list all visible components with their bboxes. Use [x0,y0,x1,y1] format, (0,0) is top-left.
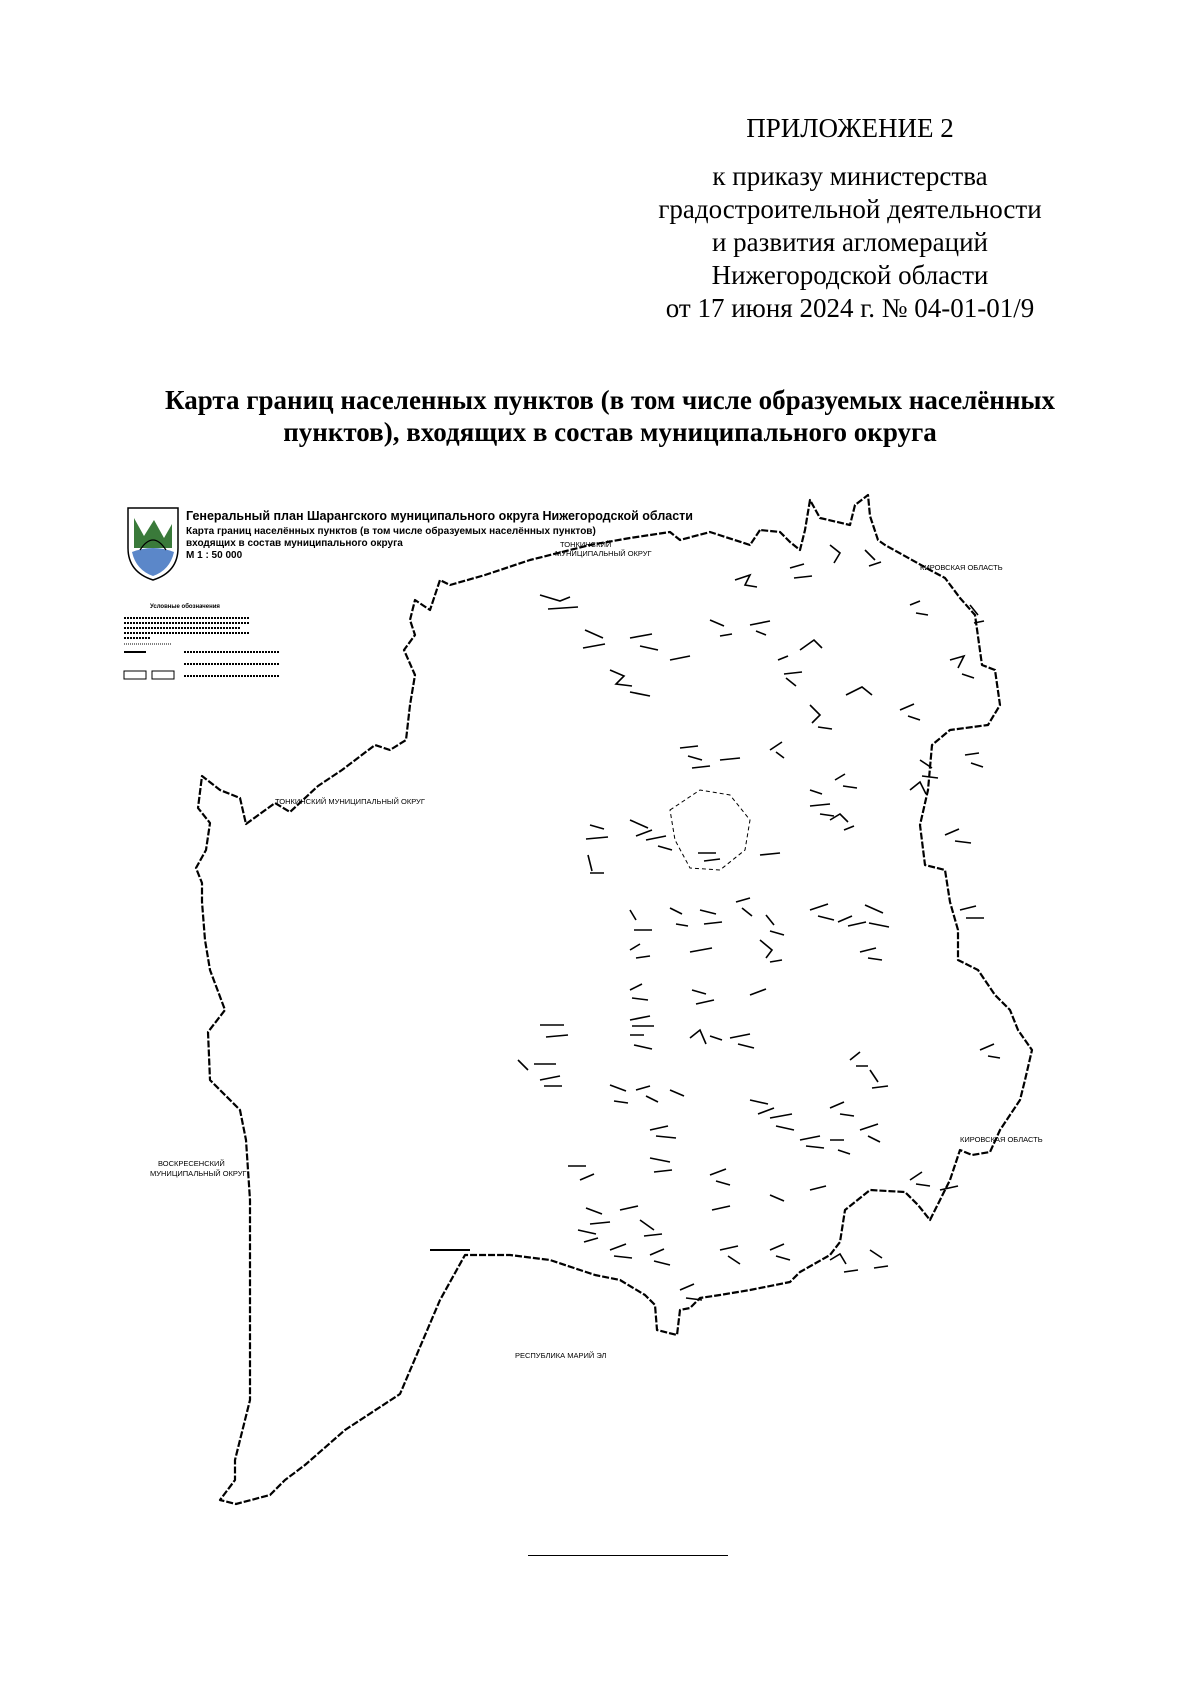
legend-title: Условные обозначения [150,604,220,610]
appendix-date-number: от 17 июня 2024 г. № 04-01-01/9 [665,293,1035,323]
appendix-line: Нижегородской области [711,260,989,290]
neighbor-label-voskresenskoe: МУНИЦИПАЛЬНЫЙ ОКРУГ [150,1169,247,1178]
map-subtitle: входящих в состав муниципального округа [186,538,403,549]
appendix-line: и развития агломераций [711,227,988,257]
neighbor-label-tonkino: ТОНКИНСКИЙ [560,540,612,549]
map-legend [124,603,280,679]
neighbor-label-voskresenskoe: ВОСКРЕСЕНСКИЙ [158,1159,225,1168]
neighbor-label-kirov: КИРОВСКАЯ ОБЛАСТЬ [920,563,1003,572]
boundary-map [110,490,1110,1550]
neighbor-label-kirov: КИРОВСКАЯ ОБЛАСТЬ [960,1135,1043,1144]
map-scale: М 1 : 50 000 [186,550,243,561]
appendix-line: к приказу министерства [712,161,988,191]
appendix-line: градостроительной деятельности [658,194,1042,224]
signature-line [528,1555,728,1556]
neighbor-label-tonkino: МУНИЦИПАЛЬНЫЙ ОКРУГ [555,549,652,558]
neighbor-label-tonkino: ТОНКИНСКИЙ МУНИЦИПАЛЬНЫЙ ОКРУГ [275,797,425,806]
neighbor-label-mari-el: РЕСПУБЛИКА МАРИЙ ЭЛ [515,1351,607,1360]
document-title: Карта границ населенных пунктов (в том числе образуемых населённых пунктов), входящих в состав муниципального округа [165,385,1055,447]
district-boundary [196,495,1032,1504]
town-boundary [670,790,750,870]
appendix-block [620,160,1080,325]
map-title: Генеральный план Шарангского муниципального округа Нижегородской области [186,509,693,523]
coat-of-arms-icon [128,508,178,580]
appendix-title: ПРИЛОЖЕНИЕ 2 [746,113,954,143]
settlement-boundaries [430,545,1000,1300]
map-subtitle: Карта границ населённых пунктов (в том числе образуемых населённых пунктов) [186,526,596,537]
